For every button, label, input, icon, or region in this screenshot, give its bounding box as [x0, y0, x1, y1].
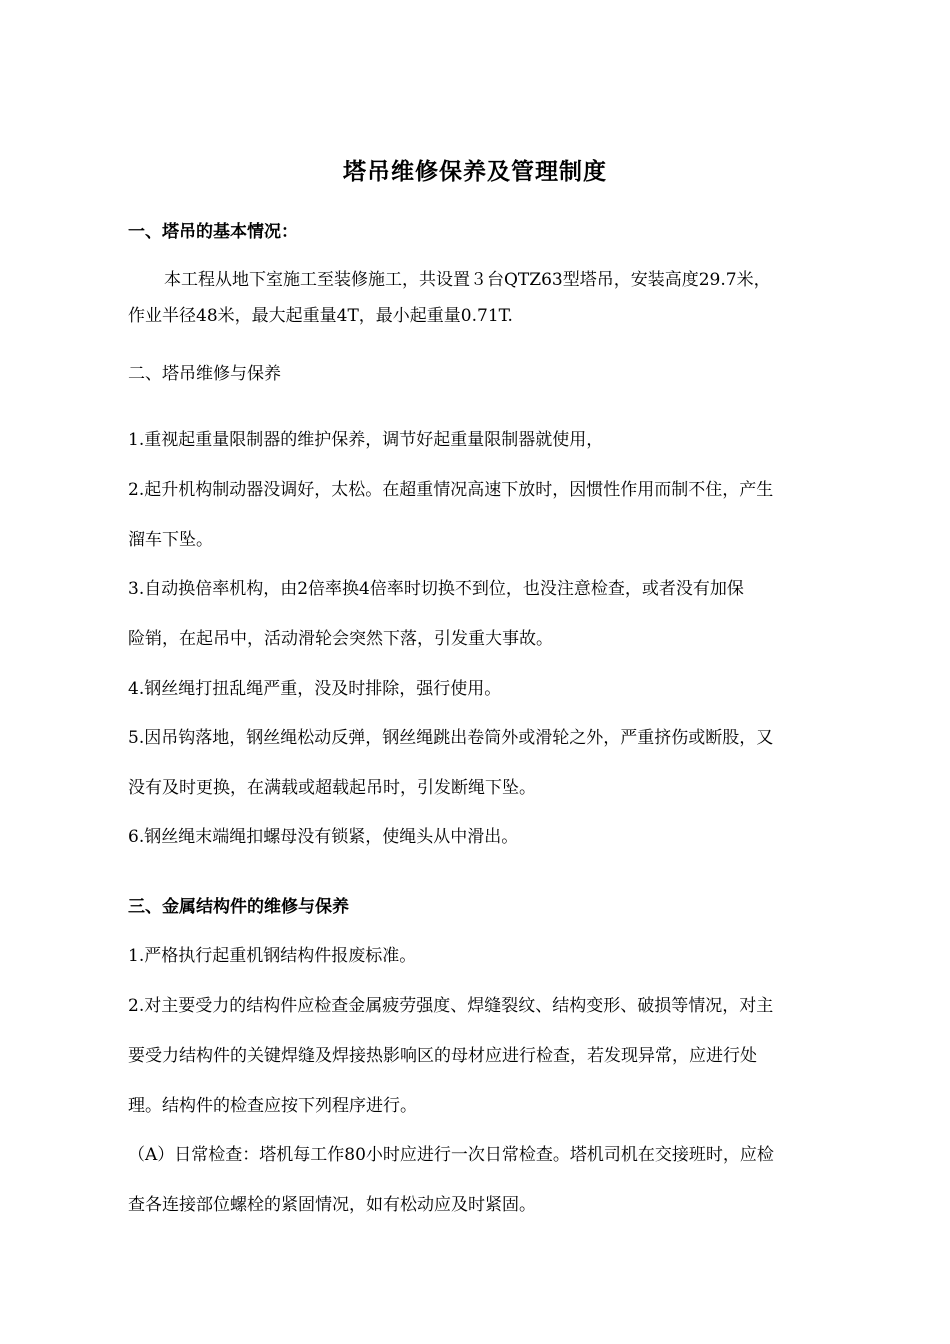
paragraph-line: 险销，在起吊中，活动滑轮会突然下落，引发重大事故。: [128, 629, 553, 649]
paragraph-line: 6.钢丝绳末端绳扣螺母没有锁紧，使绳头从中滑出。: [128, 827, 519, 847]
paragraph-line: 2.起升机构制动器没调好，太松。在超重情况高速下放时，因惯性作用而制不住，产生: [128, 480, 774, 500]
section-2-item-2: [128, 478, 828, 552]
paragraph-line: 4.钢丝绳打扭乱绳严重，没及时排除，强行使用。: [128, 679, 502, 699]
document-title: 塔吊维修保养及管理制度: [343, 158, 607, 185]
paragraph-line: 1.严格执行起重机钢结构件报废标准。: [128, 946, 417, 966]
section-3-item-3: [128, 1143, 828, 1217]
paragraph-line: 要受力结构件的关键焊缝及焊接热影响区的母材应进行检查，若发现异常，应进行处: [128, 1046, 757, 1066]
section-1-heading: 一、塔吊的基本情况：: [128, 222, 298, 242]
section-2-heading: 二、塔吊维修与保养: [128, 364, 281, 384]
section-3-heading: 三、金属结构件的维修与保养: [128, 897, 349, 917]
section-3-item-2: [128, 994, 828, 1118]
paragraph-line: 查各连接部位螺栓的紧固情况，如有松动应及时紧固。: [128, 1195, 536, 1215]
paragraph-line: 5.因吊钩落地，钢丝绳松动反弹，钢丝绳跳出卷筒外或滑轮之外，严重挤伤或断股，又: [128, 728, 774, 748]
section-2-item-5: [128, 726, 828, 800]
section-2-item-3: [128, 577, 828, 651]
section-2-item-4: [128, 677, 828, 701]
section-2-item-1: [128, 428, 828, 452]
paragraph-line: 溜车下坠。: [128, 530, 213, 550]
section-1-paragraph: [128, 268, 828, 328]
paragraph-line: 作业半径48米，最大起重量4T，最小起重量0.71T.: [128, 306, 513, 326]
paragraph-line: 3.自动换倍率机构，由2倍率换4倍率时切换不到位，也没注意检查，或者没有加保: [128, 579, 744, 599]
paragraph-line: 本工程从地下室施工至装修施工，共设置３台QTZ63型塔吊，安装高度29.7米，: [164, 270, 771, 290]
paragraph-line: 2.对主要受力的结构件应检查金属疲劳强度、焊缝裂纹、结构变形、破损等情况，对主: [128, 996, 774, 1016]
section-3-item-1: [128, 944, 828, 968]
section-2-item-6: [128, 825, 828, 849]
paragraph-line: （A）日常检查：塔机每工作80小时应进行一次日常检查。塔机司机在交接班时，应检: [128, 1145, 774, 1165]
paragraph-line: 1.重视起重量限制器的维护保养，调节好起重量限制器就使用，: [128, 430, 604, 450]
paragraph-line: 没有及时更换，在满载或超载起吊时，引发断绳下坠。: [128, 778, 536, 798]
paragraph-line: 理。结构件的检查应按下列程序进行。: [128, 1096, 417, 1116]
